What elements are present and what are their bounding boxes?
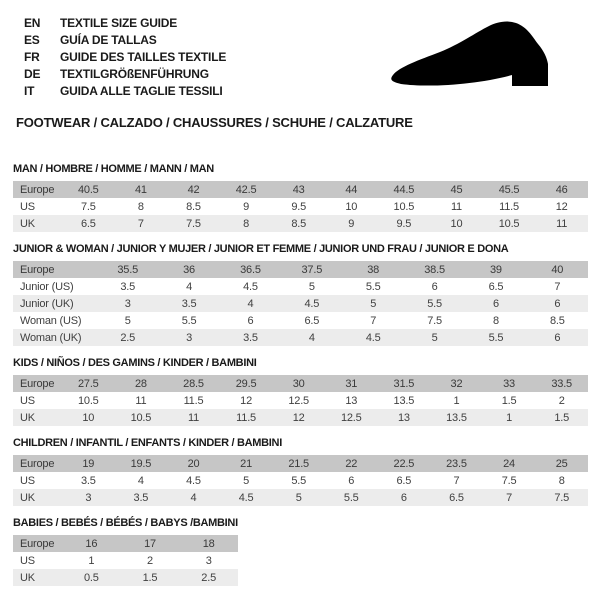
size-value-cell: 4: [247, 297, 254, 310]
row-label: Europe: [20, 183, 55, 196]
size-value-cell: 44: [345, 183, 358, 196]
size-value-cell: 30: [292, 377, 305, 390]
size-header-row: [13, 261, 588, 278]
size-row: [13, 215, 588, 232]
size-value-cell: 6: [431, 280, 438, 293]
size-value-cell: 45.5: [498, 183, 520, 196]
size-table-man: [13, 181, 588, 232]
size-value-cell: 9: [348, 217, 355, 230]
size-value-cell: 19: [82, 457, 95, 470]
size-value-cell: 7: [554, 280, 561, 293]
size-value-cell: 33: [503, 377, 515, 390]
size-row: [13, 489, 588, 506]
size-value-cell: 4.5: [186, 474, 201, 487]
size-value-cell: 5: [431, 331, 438, 344]
size-value-cell: 4: [190, 491, 197, 504]
size-header-row: [13, 535, 238, 552]
size-sections: [13, 163, 588, 586]
row-label: Woman (US): [20, 314, 82, 327]
size-value-cell: 6: [348, 474, 355, 487]
size-value-cell: 8.5: [549, 314, 565, 327]
size-table-junior-woman: [13, 261, 588, 346]
size-row: [13, 295, 588, 312]
size-value-cell: 11.5: [236, 411, 256, 424]
language-label: GUÍA DE TALLAS: [60, 33, 157, 47]
size-value-cell: 11: [556, 217, 568, 230]
size-value-cell: 27.5: [77, 377, 99, 390]
row-label: US: [20, 474, 35, 487]
size-value-cell: 28: [134, 377, 147, 390]
row-label: UK: [20, 571, 35, 584]
size-value-cell: 40.5: [77, 183, 99, 196]
shoe-icon: [385, 18, 575, 103]
section-children: [13, 437, 588, 506]
size-row: [13, 552, 238, 569]
size-value-cell: 6.5: [304, 314, 320, 327]
size-value-cell: 1: [88, 554, 95, 567]
size-value-cell: 1.5: [142, 571, 158, 584]
language-code: ES: [24, 33, 40, 47]
size-value-cell: 11: [187, 411, 199, 424]
size-value-cell: 7.5: [427, 314, 442, 327]
size-value-cell: 8.5: [291, 217, 307, 230]
size-value-cell: 8: [492, 314, 499, 327]
size-value-cell: 11: [135, 394, 147, 407]
size-value-cell: 3: [124, 297, 131, 310]
size-value-cell: 6.5: [449, 491, 464, 504]
size-value-cell: 20: [187, 457, 200, 470]
size-value-cell: 9.5: [291, 200, 307, 213]
size-value-cell: 43: [292, 183, 305, 196]
size-row: [13, 392, 588, 409]
size-value-cell: 40: [551, 263, 564, 276]
row-label: US: [20, 200, 35, 213]
language-code: DE: [24, 67, 41, 81]
size-value-cell: 13.5: [446, 411, 467, 424]
row-label: Europe: [20, 263, 55, 276]
size-value-cell: 10.5: [130, 411, 152, 424]
size-row: [13, 312, 588, 329]
size-row: [13, 198, 588, 215]
row-label: Junior (UK): [20, 297, 74, 310]
size-table-children: [13, 455, 588, 506]
size-value-cell: 8.5: [186, 200, 201, 213]
size-value-cell: 6: [554, 297, 561, 310]
size-value-cell: 8: [243, 217, 250, 230]
size-header-row: [13, 375, 588, 392]
size-value-cell: 42.5: [235, 183, 257, 196]
size-value-cell: 11: [450, 200, 462, 213]
size-value-cell: 12: [292, 411, 305, 424]
size-value-cell: 10: [345, 200, 358, 213]
size-value-cell: 2.5: [201, 571, 216, 584]
size-value-cell: 1.5: [501, 394, 517, 407]
size-header-row: [13, 455, 588, 472]
size-table-babies: [13, 535, 238, 586]
section-babies: [13, 517, 588, 586]
size-value-cell: 4: [308, 331, 315, 344]
size-value-cell: 1.5: [554, 411, 570, 424]
size-value-cell: 6: [247, 314, 254, 327]
size-value-cell: 23.5: [446, 457, 467, 470]
size-value-cell: 32: [450, 377, 463, 390]
language-label: TEXTILGRÖßENFÜHRUNG: [60, 67, 209, 81]
size-value-cell: 22: [345, 457, 358, 470]
size-value-cell: 8: [137, 200, 144, 213]
size-value-cell: 35.5: [117, 263, 138, 276]
size-value-cell: 39: [490, 263, 502, 276]
size-value-cell: 5: [370, 297, 377, 310]
size-value-cell: 31: [345, 377, 358, 390]
size-value-cell: 44.5: [393, 183, 415, 196]
size-value-cell: 46: [555, 183, 568, 196]
row-label: Junior (US): [20, 280, 74, 293]
size-value-cell: 8: [558, 474, 565, 487]
size-value-cell: 9.5: [396, 217, 412, 230]
size-value-cell: 10.5: [77, 394, 99, 407]
size-value-cell: 12.5: [288, 394, 309, 407]
size-value-cell: 36.5: [240, 263, 261, 276]
size-value-cell: 5: [308, 280, 315, 293]
size-value-cell: 11.5: [499, 200, 519, 213]
size-value-cell: 2.5: [120, 331, 136, 344]
size-value-cell: 3.5: [80, 474, 96, 487]
size-value-cell: 6.5: [488, 280, 504, 293]
language-code: EN: [24, 16, 41, 30]
row-label: UK: [20, 411, 35, 424]
size-value-cell: 22.5: [393, 457, 415, 470]
size-value-cell: 5.5: [365, 280, 381, 293]
size-value-cell: 7: [506, 491, 512, 504]
section-man: [13, 163, 588, 232]
size-value-cell: 4.5: [304, 297, 320, 310]
section-title: KIDS / NIÑOS / DES GAMINS / KINDER / BAMBINI: [13, 357, 257, 369]
size-value-cell: 21: [240, 457, 252, 470]
size-value-cell: 37.5: [301, 263, 323, 276]
size-value-cell: 13: [397, 411, 410, 424]
size-value-cell: 12: [555, 200, 568, 213]
size-value-cell: 4.5: [365, 331, 381, 344]
size-value-cell: 5.5: [488, 331, 504, 344]
size-value-cell: 24: [503, 457, 515, 470]
size-value-cell: 10.5: [498, 217, 520, 230]
size-value-cell: 5: [295, 491, 302, 504]
section-kids: [13, 357, 588, 426]
size-value-cell: 10.5: [393, 200, 415, 213]
size-value-cell: 16: [85, 537, 98, 550]
size-value-cell: 31.5: [393, 377, 415, 390]
size-value-cell: 18: [202, 537, 215, 550]
section-title: CHILDREN / INFANTIL / ENFANTS / KINDER / BAMBINI: [13, 437, 282, 449]
row-label: UK: [20, 217, 35, 230]
language-code: IT: [24, 84, 35, 98]
language-code: FR: [24, 50, 40, 64]
size-value-cell: 6.5: [80, 217, 96, 230]
size-value-cell: 13: [345, 394, 358, 407]
row-label: Woman (UK): [20, 331, 82, 344]
size-value-cell: 3.5: [243, 331, 258, 344]
size-row: [13, 329, 588, 346]
size-row: [13, 409, 588, 426]
size-row: [13, 569, 238, 586]
size-value-cell: 6: [400, 491, 407, 504]
size-value-cell: 12: [240, 394, 252, 407]
row-label: US: [20, 394, 35, 407]
size-value-cell: 4.5: [243, 280, 258, 293]
size-value-cell: 3.5: [181, 297, 197, 310]
size-value-cell: 33.5: [551, 377, 572, 390]
size-value-cell: 5: [243, 474, 250, 487]
section-title: MAN / HOMBRE / HOMME / MANN / MAN: [13, 163, 214, 175]
size-value-cell: 25: [555, 457, 568, 470]
size-value-cell: 7.5: [501, 474, 517, 487]
size-value-cell: 17: [144, 537, 156, 550]
row-label: Europe: [20, 457, 55, 470]
size-header-row: [13, 181, 588, 198]
size-value-cell: 7: [453, 474, 460, 487]
size-value-cell: 7: [137, 217, 144, 230]
size-value-cell: 7: [370, 314, 377, 327]
size-value-cell: 5: [124, 314, 131, 327]
size-row: [13, 278, 588, 295]
size-value-cell: 42: [187, 183, 200, 196]
size-value-cell: 7.5: [554, 491, 570, 504]
language-label: GUIDE DES TAILLES TEXTILE: [60, 50, 227, 64]
size-value-cell: 11.5: [183, 394, 204, 407]
size-value-cell: 21.5: [288, 457, 309, 470]
size-value-cell: 7.5: [80, 200, 96, 213]
size-value-cell: 10: [450, 217, 463, 230]
size-value-cell: 36: [183, 263, 195, 276]
language-label: TEXTILE SIZE GUIDE: [60, 16, 178, 30]
row-label: US: [20, 554, 35, 567]
size-value-cell: 2: [147, 554, 153, 567]
size-value-cell: 0.5: [83, 571, 99, 584]
size-value-cell: 3.5: [120, 280, 136, 293]
size-value-cell: 7.5: [186, 217, 201, 230]
size-table-kids: [13, 375, 588, 426]
size-value-cell: 38.5: [424, 263, 445, 276]
size-value-cell: 5.5: [291, 474, 307, 487]
row-label: UK: [20, 491, 35, 504]
size-value-cell: 5.5: [181, 314, 197, 327]
language-label: GUIDA ALLE TAGLIE TESSILI: [60, 84, 223, 98]
size-value-cell: 10: [82, 411, 95, 424]
size-value-cell: 28.5: [183, 377, 204, 390]
section-title: JUNIOR & WOMAN / JUNIOR Y MUJER / JUNIOR ET FEMME / JUNIOR UND FRAU / JUNIOR E DONA: [13, 243, 509, 255]
size-value-cell: 4.5: [238, 491, 254, 504]
size-value-cell: 6: [492, 297, 499, 310]
size-value-cell: 1: [506, 411, 512, 424]
size-value-cell: 29.5: [235, 377, 257, 390]
size-value-cell: 3: [186, 331, 193, 344]
row-label: Europe: [20, 537, 55, 550]
row-label: Europe: [20, 377, 55, 390]
size-value-cell: 19.5: [130, 457, 152, 470]
size-value-cell: 38: [367, 263, 380, 276]
size-value-cell: 6.5: [396, 474, 412, 487]
size-value-cell: 4: [186, 280, 193, 293]
size-value-cell: 4: [137, 474, 144, 487]
size-value-cell: 6: [554, 331, 561, 344]
size-value-cell: 5.5: [427, 297, 442, 310]
section-title: BABIES / BEBÉS / BÉBÉS / BABYS /BAMBINI: [13, 517, 238, 529]
size-value-cell: 12.5: [340, 411, 362, 424]
size-value-cell: 13.5: [393, 394, 415, 407]
size-value-cell: 9: [243, 200, 250, 213]
category-title: FOOTWEAR / CALZADO / CHAUSSURES / SCHUHE / CALZATURE: [16, 115, 413, 130]
size-value-cell: 1: [453, 394, 460, 407]
size-value-cell: 3.5: [133, 491, 149, 504]
size-value-cell: 45: [450, 183, 463, 196]
size-row: [13, 472, 588, 489]
section-junior-woman: [13, 243, 588, 346]
size-value-cell: 41: [134, 183, 147, 196]
size-value-cell: 3: [85, 491, 92, 504]
size-value-cell: 2: [558, 394, 565, 407]
size-value-cell: 5.5: [343, 491, 359, 504]
size-value-cell: 3: [205, 554, 212, 567]
